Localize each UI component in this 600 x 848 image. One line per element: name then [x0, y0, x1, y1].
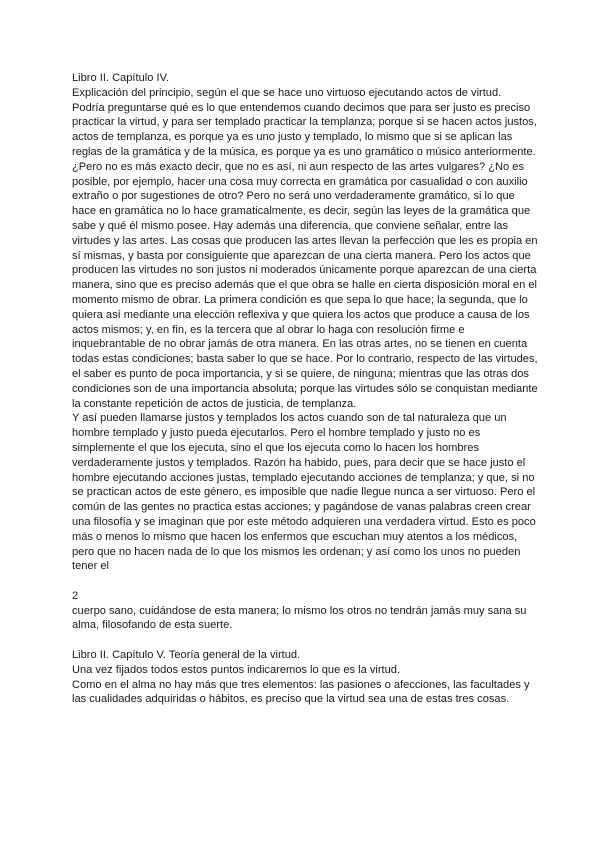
- body-paragraph: Como en el alma no hay más que tres elementos: las pasiones o afecciones, las facultades y las cualidades adquiridas o hábitos, es preciso que la virtud sea una de estas tres cosas.: [72, 678, 530, 706]
- body-paragraph: Una vez fijados todos estos puntos indicaremos lo que es la virtud.: [72, 663, 401, 676]
- spacer: [72, 633, 540, 648]
- body-paragraph: ¿Pero no es más exacto decir, que no es así, ni aun respecto de las artes vulgares? ¿No es posible, por ejemplo, hacer una cosa muy correcta en gramática por casualidad o con auxilio extraño o por sugestiones de otro? Pero no será uno verdaderamente gramático, si lo que hace en gramática no lo hace gramaticalmente, es decir, según las leyes de la gramática que sabe y qué él mismo posee. Hay además una diferencia, que conviene señalar, entre las virtudes y las artes. Las cosas que producen las artes llevan la perfección que les es propia en sí mismas, y basta por consiguiente que aparezcan de una cierta manera. Pero los actos que producen las virtudes no son justos ni moderados únicamente porque aparezcan de una cierta manera, sino que es preciso además que el que obra se halle en cierta disposición moral en el momento mismo de obrar. La primera condición es que sepa lo que hace; la segunda, que lo quiera así mediante una elección reflexiva y que quiera los actos que produce a causa de los actos mismos; y, en fin, es la tercera que al obrar lo haga con resolución firme e inquebrantable de no obrar jamás de otra manera. En las otras artes, no se tienen en cuenta todas estas condiciones; basta saber lo que se hace. Por lo contrario, respecto de las virtudes, el saber es punto de poca importancia, y si se quiere, de ninguna; mientras que las otras dos condiciones son de una importancia absoluta; porque las virtudes sólo se conquistan mediante la constante repetición de actos de justicia, de templanza.: [72, 160, 538, 410]
- chapter-heading: Libro II. Capítulo V. Teoría general de la virtud.: [72, 649, 301, 662]
- body-paragraph: Podría preguntarse qué es lo que entendemos cuando decimos que para ser justo es preciso practicar la virtud, y para ser templado practicar la templanza; porque si se hacen actos justos, actos de templanza, es porque ya es uno justo y templado, lo mismo que si se aplican las reglas de la gramática y de la música, es porque ya es uno gramático o músico anteriormente.: [72, 101, 537, 158]
- chapter-subtitle: Explicación del principio, según el que se hace uno virtuoso ejecutando actos de virtud.: [72, 86, 502, 99]
- body-paragraph: cuerpo sano, cuidándose de esta manera; lo mismo los otros no tendrán jamás muy sana su alma, filosofando de esta suerte.: [72, 604, 527, 632]
- page-number: 2: [72, 589, 79, 602]
- body-paragraph: Y así pueden llamarse justos y templados los actos cuando son de tal naturaleza que un hombre templado y justo pueda ejecutarlos. Pero el hombre templado y justo no es simplemente el que los ejecuta, sino el que los ejecuta como lo hacen los hombres verdaderamente justos y templados. Razón ha habido, pues, para decir que se hace justo el hombre ejecutando acciones justas, templado ejecutando acciones de templanza; y que, si no se practican actos de este género, es imposible que nadie llegue nunca a ser virtuoso. Pero el común de las gentes no practica estas acciones; y pagándose de vanas palabras creen crear una filosofía y se imaginan que por este método adquieren una verdadera virtud. Esto es poco más o menos lo mismo que hacen los enfermos que escuchan muy atentos a los médicos, pero que no hacen nada de lo que los mismos les ordenan; y así como los unos no pueden tener el: [72, 412, 536, 573]
- spacer: [72, 574, 540, 589]
- chapter-heading: Libro II. Capítulo IV.: [72, 72, 170, 84]
